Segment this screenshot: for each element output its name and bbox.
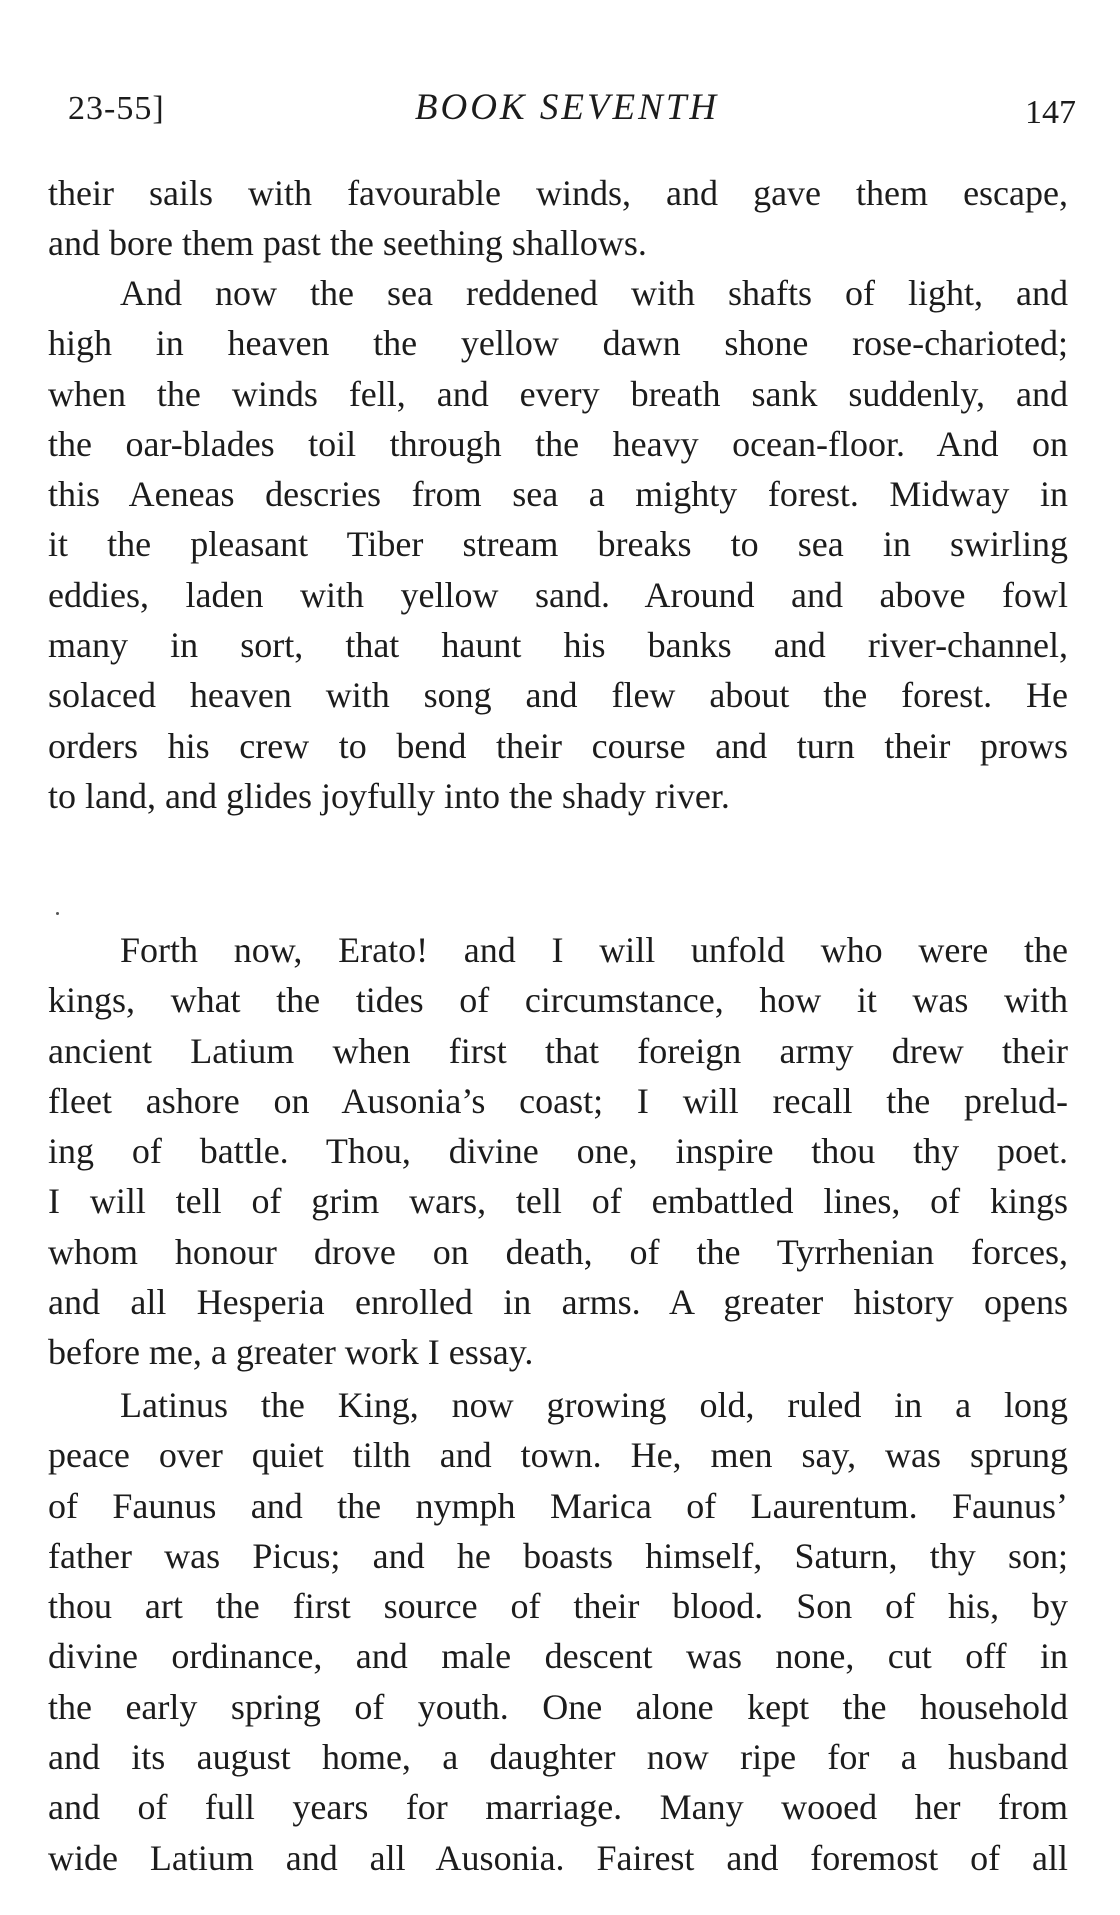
paragraph-1 bbox=[48, 168, 1068, 269]
text-line: and bore them past the seething shallows. bbox=[48, 223, 647, 264]
text-line: their sails with favourable winds, and gave them escape, bbox=[48, 173, 1068, 213]
text-line: eddies, laden with yellow sand. Around and above fowl bbox=[48, 574, 1068, 615]
paragraph-3 bbox=[48, 925, 1068, 1378]
text-line: whom honour drove on death, of the Tyrrhenian forces, bbox=[48, 1231, 1068, 1272]
paragraph-4 bbox=[48, 1380, 1068, 1883]
text-line: I will tell of grim wars, tell of embattled lines, of kings bbox=[48, 1181, 1068, 1222]
text-line: solaced heaven with song and flew about the forest. He bbox=[48, 675, 1068, 716]
line-range: 23-55] bbox=[68, 90, 165, 127]
text-line: ancient Latium when first that foreign army drew their bbox=[48, 1030, 1068, 1071]
text-line: of Faunus and the nymph Marica of Laurentum. Faunus’ bbox=[48, 1485, 1068, 1526]
text-line: divine ordinance, and male descent was none, cut off in bbox=[48, 1636, 1068, 1677]
text-line: this Aeneas descries from sea a mighty forest. Midway in bbox=[48, 474, 1068, 515]
text-line: the oar-blades toil through the heavy ocean-floor. And on bbox=[48, 423, 1068, 464]
text-line: Latinus the King, now growing old, ruled in a long bbox=[120, 1385, 1068, 1425]
text-line: it the pleasant Tiber stream breaks to sea in swirling bbox=[48, 524, 1068, 565]
text-line: high in heaven the yellow dawn shone rose-charioted; bbox=[48, 323, 1068, 364]
text-line: and of full years for marriage. Many wooed her from bbox=[48, 1787, 1068, 1828]
text-line: the early spring of youth. One alone kept the household bbox=[48, 1686, 1068, 1727]
text-line: wide Latium and all Ausonia. Fairest and foremost of all bbox=[48, 1837, 1068, 1878]
book-title: BOOK SEVENTH bbox=[414, 87, 720, 128]
text-line: Forth now, Erato! and I will unfold who were the bbox=[120, 930, 1068, 970]
text-line: and its august home, a daughter now ripe for a husband bbox=[48, 1737, 1068, 1778]
running-head bbox=[58, 86, 1076, 136]
text-line: kings, what the tides of circumstance, how it was with bbox=[48, 980, 1068, 1021]
text-line: peace over quiet tilth and town. He, men say, was sprung bbox=[48, 1435, 1068, 1476]
text-line: when the winds fell, and every breath sank suddenly, and bbox=[48, 373, 1068, 414]
page-number: 147 bbox=[1025, 94, 1076, 131]
text-line: orders his crew to bend their course and turn their prows bbox=[48, 725, 1068, 766]
paragraph-2 bbox=[48, 268, 1068, 821]
text-line: many in sort, that haunt his banks and river-channel, bbox=[48, 625, 1068, 666]
text-line: thou art the first source of their blood. Son of his, by bbox=[48, 1586, 1068, 1627]
ink-speck bbox=[56, 912, 59, 915]
text-line: father was Picus; and he boasts himself, Saturn, thy son; bbox=[48, 1535, 1068, 1576]
text-line: ing of battle. Thou, divine one, inspire thou thy poet. bbox=[48, 1131, 1068, 1172]
text-line: before me, a greater work I essay. bbox=[48, 1332, 534, 1373]
text-line: and all Hesperia enrolled in arms. A greater history opens bbox=[48, 1282, 1068, 1323]
text-line: And now the sea reddened with shafts of light, and bbox=[120, 273, 1068, 313]
text-line: to land, and glides joyfully into the shady river. bbox=[48, 775, 730, 816]
text-line: fleet ashore on Ausonia’s coast; I will recall the prelud- bbox=[48, 1080, 1068, 1121]
